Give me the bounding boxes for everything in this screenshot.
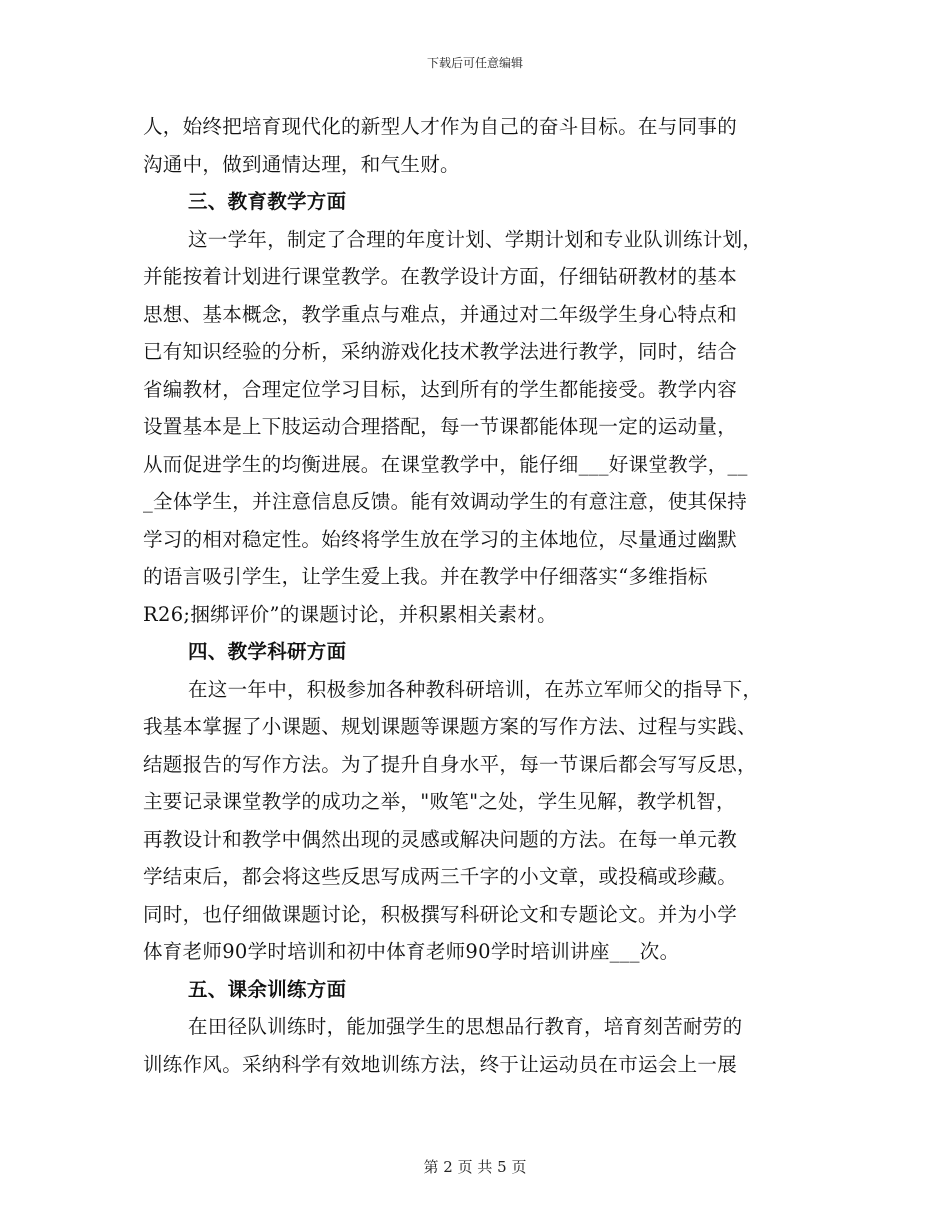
body-line: 已有知识经验的分析，采纳游戏化技术教学法进行教学，同时，结合 — [143, 340, 738, 363]
body-line: 从而促进学生的均衡进展。在课堂教学中，能仔细___好课堂教学，__ — [143, 452, 748, 476]
page-footer: 第 2 页 共 5 页 — [423, 1158, 527, 1176]
body-line: 学习的相对稳定性。始终将学生放在学习的主体地位，尽量通过幽默 — [143, 527, 738, 551]
page-header: 下载后可任意编辑 — [426, 56, 523, 70]
body-line: 训练作风。采纳科学有效地训练方法，终于让运动员在市运会上一展 — [143, 1052, 738, 1076]
body-line: R26;捆绑评价”的课题讨论，并积累相关素材。 — [143, 602, 557, 626]
section-heading: 四、教学科研方面 — [188, 640, 347, 663]
body-line: 再教设计和教学中偶然出现的灵感或解决问题的方法。在每一单元教 — [143, 827, 738, 851]
body-line: 学结束后，都会将这些反思写成两三千字的小文章，或投稿或珍藏。 — [143, 865, 738, 888]
body-line: 设置基本是上下肢运动合理搭配，每一节课都能体现一定的运动量， — [143, 415, 738, 438]
body-line: 思想、基本概念，教学重点与难点，并通过对二年级学生身心特点和 — [143, 302, 738, 326]
section-heading: 五、课余训练方面 — [188, 977, 347, 1001]
body-line: 体育老师90学时培训和初中体育老师90学时培训讲座___次。 — [143, 940, 680, 963]
body-line: 主要记录课堂教学的成功之举，"败笔"之处，学生见解，教学机智， — [143, 790, 736, 813]
body-line: 结题报告的写作方法。为了提升自身水平，每一节课后都会写写反思， — [143, 752, 757, 776]
body-line: 的语言吸引学生，让学生爱上我。并在教学中仔细落实“多维指标 — [143, 565, 708, 588]
body-line: 这一学年，制定了合理的年度计划、学期计划和专业队训练计划， — [188, 227, 763, 251]
body-line: 同时，也仔细做课题讨论，积极撰写科研论文和专题论文。并为小学 — [143, 902, 738, 926]
body-line: 沟通中，做到通情达理，和气生财。 — [143, 152, 460, 176]
body-line: 省编教材，合理定位学习目标，达到所有的学生都能接受。教学内容 — [143, 377, 738, 401]
body-line: 在田径队训练时，能加强学生的思想品行教育，培育刻苦耐劳的 — [188, 1015, 743, 1038]
body-line: 在这一年中，积极参加各种教科研培训，在苏立军师父的指导下， — [188, 677, 763, 701]
body-line: _全体学生，并注意信息反馈。能有效调动学生的有意注意，使其保持 — [143, 490, 748, 513]
document-body — [143, 108, 808, 1083]
section-heading: 三、教育教学方面 — [188, 190, 347, 213]
body-line: 人，始终把培育现代化的新型人才作为自己的奋斗目标。在与同事的 — [143, 115, 738, 138]
body-line: 我基本掌握了小课题、规划课题等课题方案的写作方法、过程与实践、 — [143, 715, 757, 738]
body-line: 并能按着计划进行课堂教学。在教学设计方面，仔细钻研教材的基本 — [143, 265, 738, 288]
